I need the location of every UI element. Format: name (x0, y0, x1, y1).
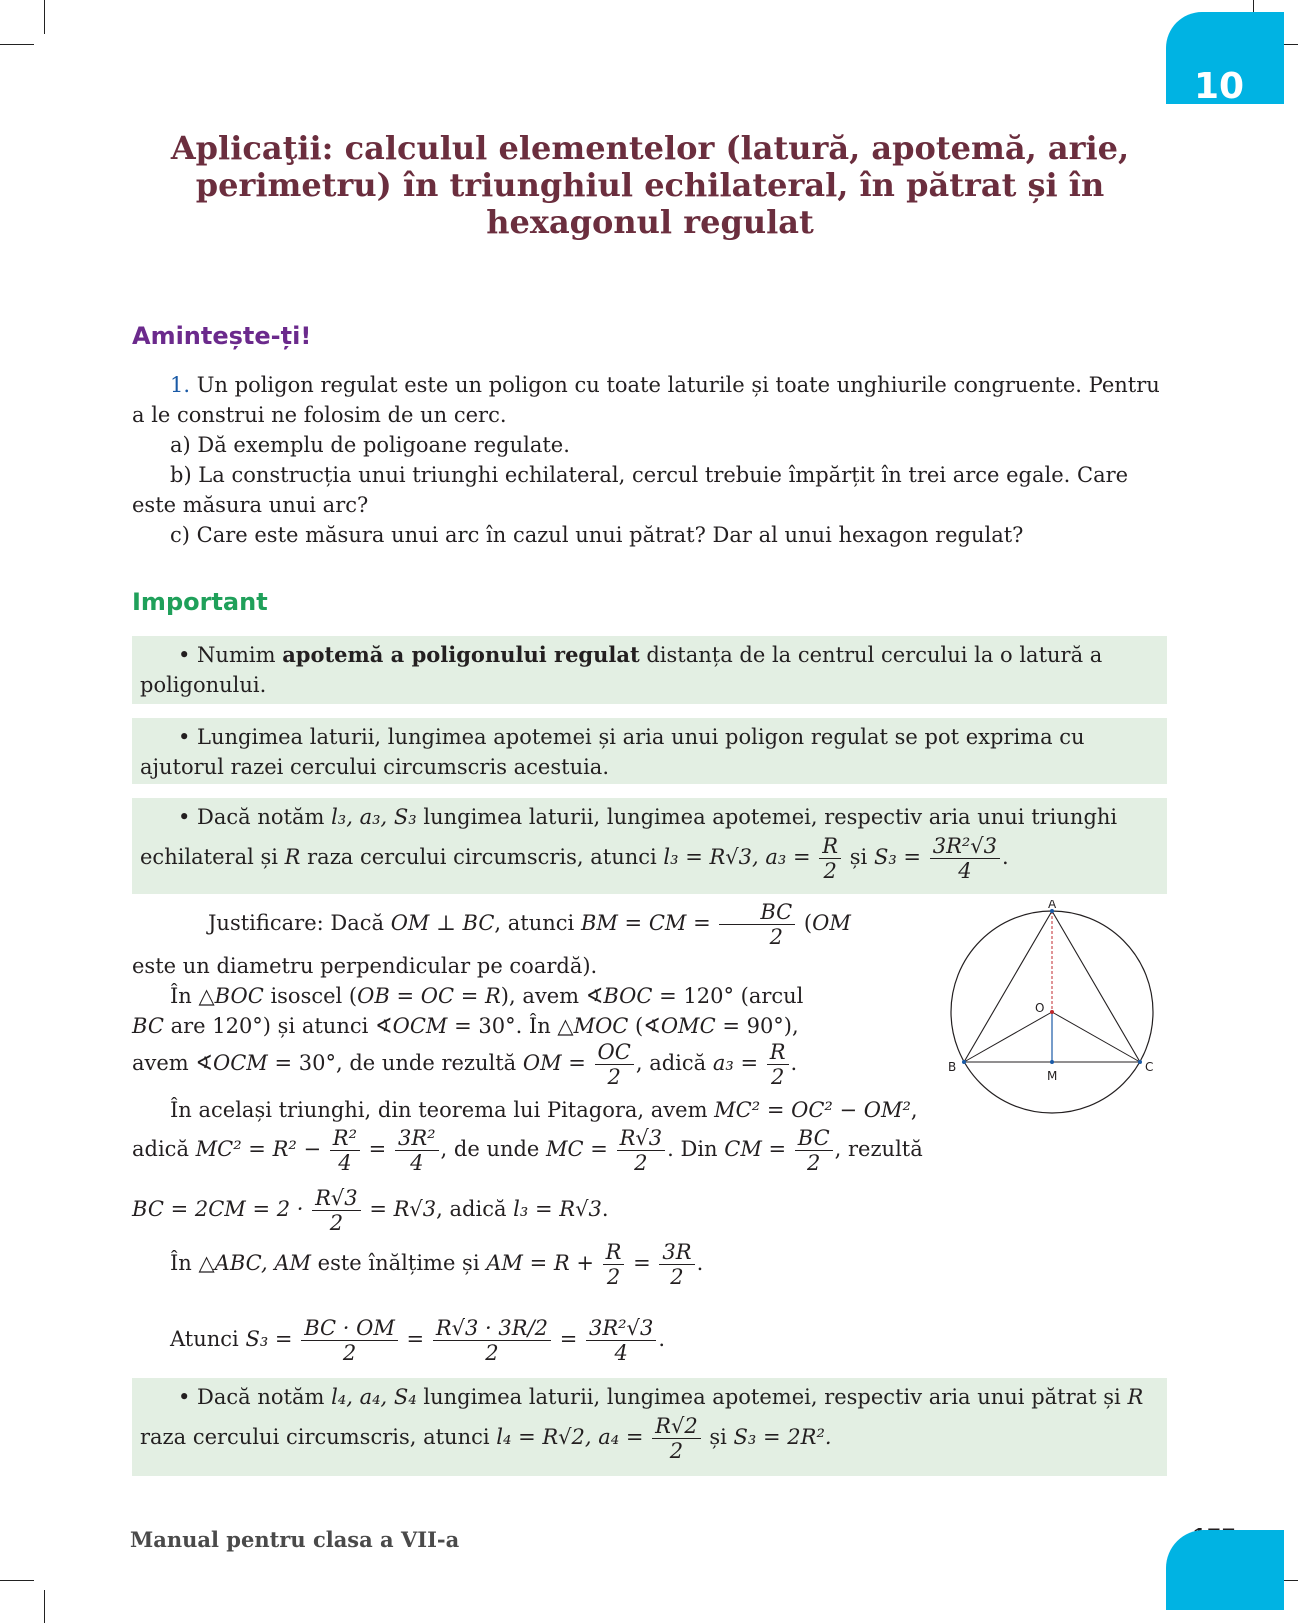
numerator: R (603, 1240, 625, 1265)
math: BC (132, 1014, 164, 1038)
math: MC² = R² − (195, 1137, 328, 1162)
math: S₃ = 2R². (733, 1425, 832, 1450)
denominator: 2 (634, 1151, 648, 1176)
math: l₃, a₃, S₃ (331, 805, 417, 829)
denominator: 2 (342, 1341, 357, 1366)
justification-line (132, 1126, 923, 1175)
denominator: 2 (607, 1065, 621, 1090)
fraction (795, 1126, 833, 1175)
math: = (362, 1137, 393, 1162)
text: , adică (635, 1051, 713, 1076)
justification-line: este un diametru perpendicular pe coardă). (132, 954, 598, 978)
text: = 30°, de unde rezultă (267, 1051, 523, 1076)
math: R (284, 845, 301, 870)
math: l₃ = R√3 (513, 1197, 602, 1222)
numerator: R√3 (617, 1126, 666, 1151)
triangle-formula-box (132, 798, 1167, 894)
math: BM = CM = (580, 911, 718, 936)
denominator: 2 (670, 1265, 684, 1290)
fraction (652, 1414, 701, 1463)
radius-ob (964, 1012, 1052, 1062)
text: • Dacă notăm (178, 1385, 332, 1409)
text: , atunci (494, 911, 581, 936)
numerator: BC (719, 900, 795, 925)
denominator: 4 (338, 1151, 352, 1176)
fraction (719, 900, 795, 949)
math: AM = R + (486, 1251, 601, 1276)
text: (∢ (628, 1014, 661, 1038)
text: , rezultă (834, 1137, 923, 1162)
text: Justificare: Dacă (208, 911, 391, 936)
fraction (767, 1040, 789, 1089)
text: avem ∢ (132, 1051, 213, 1076)
numerator: 3R (659, 1240, 694, 1265)
numerator: R² (330, 1126, 360, 1151)
math: OM ⊥ BC (390, 911, 495, 936)
side-ac (1052, 911, 1140, 1062)
math: CM = (724, 1137, 793, 1162)
radius-oc (1052, 1012, 1140, 1062)
text: raza cercului circumscris, atunci (140, 1425, 497, 1450)
text: În △ (170, 984, 215, 1008)
math: MOC (573, 1014, 629, 1038)
math: OCM (213, 1051, 268, 1076)
text: . (790, 1051, 798, 1076)
recall-subitem-a: a) Dă exemplu de poligoane regulate. (170, 433, 570, 457)
numerator: 3R²√3 (930, 834, 1000, 859)
info-box (132, 718, 1167, 784)
label-m: M (1047, 1069, 1058, 1083)
math: = (626, 1251, 658, 1276)
point-o (1050, 1010, 1054, 1014)
label-a: A (1048, 900, 1057, 911)
title-line: perimetru) în triunghiul echilateral, în pătrat și în (195, 166, 1105, 204)
math: OB = OC = R (357, 984, 501, 1008)
title-line: hexagonul regulat (486, 203, 814, 241)
crop-mark (44, 0, 45, 34)
math: = (399, 1327, 431, 1352)
text: = 120° (arcul (652, 984, 804, 1008)
denominator: 4 (614, 1341, 628, 1366)
label-o: O (1035, 1001, 1045, 1015)
denominator: 4 (410, 1151, 424, 1176)
text: lungimea laturii, lungimea apotemei, respectiv aria unui triunghi (416, 805, 1118, 829)
math: = R√3 (362, 1197, 437, 1222)
math: l₄, a₄, S₄ (331, 1385, 417, 1409)
fraction (433, 1316, 551, 1365)
fraction (617, 1126, 666, 1175)
math: l₄ = R√2, a₄ = (496, 1425, 651, 1450)
text: și (702, 1425, 734, 1450)
text: și (843, 845, 874, 870)
justification-line (132, 1186, 609, 1235)
item-text: Un poligon regulat este un poligon cu toate laturile și toate unghiurile congruente. Pentru a le construi ne folosim de un cerc. (132, 373, 1160, 427)
text: , de unde (440, 1137, 547, 1162)
recall-item (132, 370, 1167, 430)
denominator: 2 (669, 1439, 684, 1464)
definition-text (140, 640, 1159, 700)
math: R (1127, 1385, 1144, 1409)
text: ( (797, 911, 813, 936)
justification-line (132, 1040, 797, 1089)
denominator: 4 (958, 859, 972, 884)
text: , adică (436, 1197, 514, 1222)
math: OM (812, 911, 851, 936)
text: adică (132, 1137, 196, 1162)
numerator: 3R² (395, 1126, 439, 1151)
recall-heading: Amintește-ți! (132, 322, 312, 350)
numerator: BC · OM (301, 1316, 398, 1341)
title-line: Aplicaţii: calculul elementelor (latură, apotemă, arie, (170, 129, 1130, 167)
formula-line (140, 1414, 1159, 1463)
text: În același triunghi, din teorema lui Pitagora, avem (170, 1098, 715, 1122)
page-tab (1166, 1530, 1284, 1610)
text: . (601, 1197, 609, 1222)
text: este înălțime și (310, 1251, 487, 1276)
math: S₃ = (873, 845, 928, 870)
text: raza cercului circumscris, atunci (300, 845, 664, 870)
text: distanța de la centrul cercului la o latură a poligonului. (140, 643, 1103, 697)
math: BC = 2CM = 2 · (132, 1197, 311, 1222)
fraction (930, 834, 1000, 883)
fraction (586, 1316, 656, 1365)
formula-line: echilateral și R raza cercului circumscris, atunci l₃ = R√3, a₃ = $\frac{R}{2}$ și S₃ = $\frac{\text{3R²√3}}{4}$ . (140, 834, 1009, 884)
fraction (330, 1126, 360, 1175)
text: , (910, 1098, 918, 1122)
denominator: 2 (329, 1211, 344, 1236)
denominator: 2 (769, 925, 783, 950)
text: lungimea laturii, lungimea apotemei, respectiv aria unui pătrat și (416, 1385, 1128, 1409)
fraction (819, 834, 841, 883)
item-number: 1. (170, 373, 191, 397)
triangle-circle-figure (940, 900, 1170, 1130)
numerator: OC (595, 1040, 634, 1065)
side-ab (964, 911, 1052, 1062)
numerator: R (819, 834, 841, 859)
numerator: 3R²√3 (586, 1316, 656, 1341)
math: OMC (660, 1014, 716, 1038)
chapter-tab (1166, 12, 1284, 107)
text: . Din (667, 1137, 725, 1162)
footer-book-title: Manual pentru clasa a VII-a (130, 1527, 460, 1552)
formula-text (140, 1382, 1159, 1412)
numerator: R√3 (312, 1186, 361, 1211)
point-b (962, 1060, 966, 1064)
text: . (658, 1327, 665, 1352)
info-text: • Lungimea laturii, lungimea apotemei și aria unui poligon regulat se pot exprima cu ajutorul razei cercului circumscris acestuia. (140, 725, 1085, 779)
denominator: 2 (606, 1265, 621, 1290)
chapter-number: 10 (1194, 66, 1245, 107)
text: echilateral și (140, 845, 285, 870)
text: . (696, 1251, 704, 1276)
math: a₃ = (712, 1051, 765, 1076)
math: = (553, 1327, 584, 1352)
math: MC = (546, 1137, 615, 1162)
formula-text (140, 802, 1159, 832)
justification-line (170, 984, 803, 1008)
square-formula-box (132, 1378, 1167, 1476)
text: isoscel ( (263, 984, 358, 1008)
point-c (1138, 1060, 1142, 1064)
text: • Dacă notăm (178, 805, 332, 829)
recall-subitem-b: b) La construcția unui triunghi echilateral, cercul trebuie împărțit în trei arce egale. Care este măsura unui arc? (132, 463, 1129, 517)
numerator: R√3 · 3R/2 (433, 1316, 551, 1341)
denominator: 2 (807, 1151, 821, 1176)
label-c: C (1145, 1060, 1154, 1074)
fraction (312, 1186, 361, 1235)
important-heading: Important (132, 588, 268, 616)
fraction (301, 1316, 398, 1365)
denominator: 2 (823, 859, 837, 884)
math: BOC (214, 984, 264, 1008)
crop-mark (44, 1590, 45, 1623)
point-m (1050, 1060, 1054, 1064)
crop-mark (0, 44, 34, 45)
denominator: 2 (485, 1341, 499, 1366)
label-b: B (948, 1060, 957, 1074)
math: MC² = OC² − OM² (714, 1098, 911, 1122)
text: = 30°. În △ (447, 1014, 574, 1038)
crop-mark (0, 1580, 34, 1581)
text: are 120°) și atunci ∢ (163, 1014, 393, 1038)
math: l₃ = R√3, a₃ = (663, 845, 818, 870)
bold-term: apotemă a poligonului regulat (282, 642, 640, 667)
justification-line (132, 1014, 799, 1038)
fraction (603, 1240, 625, 1289)
math: OM = (522, 1051, 593, 1076)
text: În △ (170, 1251, 215, 1276)
text: = 90°), (715, 1014, 799, 1038)
text: • Numim (178, 643, 283, 667)
numerator: R√2 (652, 1414, 701, 1439)
math: ABC, AM (214, 1251, 311, 1276)
recall-subitem-c: c) Care este măsura unui arc în cazul unui pătrat? Dar al unui hexagon regulat? (170, 523, 1024, 547)
justification-line (170, 1316, 665, 1365)
numerator: BC (795, 1126, 833, 1151)
justification-line (170, 900, 851, 949)
definition-box (132, 636, 1167, 704)
numerator: R (767, 1040, 789, 1065)
justification-line (170, 1098, 918, 1122)
denominator: 2 (770, 1065, 785, 1090)
text: ), avem ∢ (500, 984, 604, 1008)
page-title (160, 130, 1140, 241)
fraction (395, 1126, 439, 1175)
math: S₃ = (245, 1327, 300, 1352)
justification-line (170, 1240, 703, 1289)
fraction (595, 1040, 634, 1089)
math: BOC (603, 984, 653, 1008)
text: Atunci (170, 1327, 246, 1352)
fraction (659, 1240, 694, 1289)
math: OCM (392, 1014, 448, 1038)
